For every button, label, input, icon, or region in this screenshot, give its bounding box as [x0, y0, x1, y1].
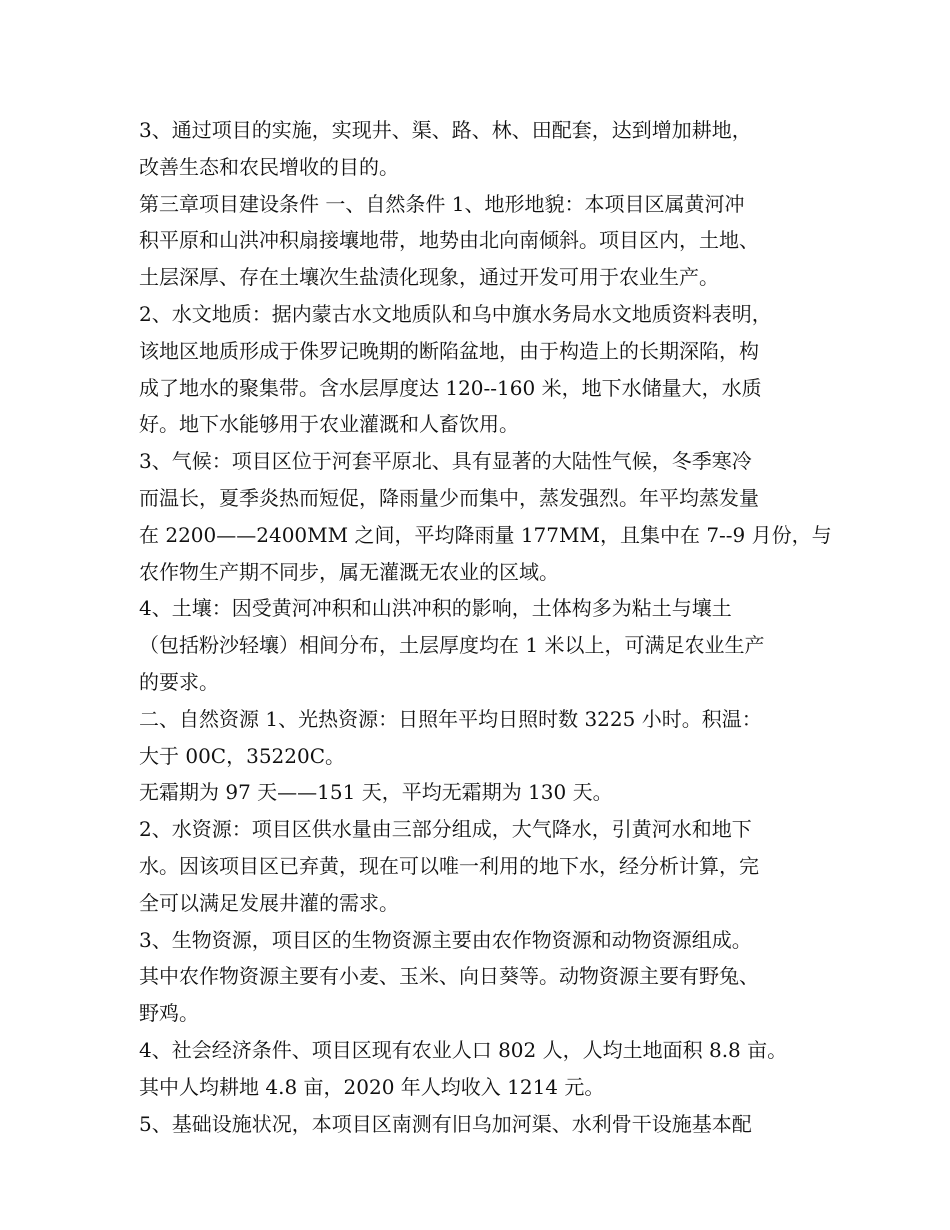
text-line: 其中农作物资源主要有小麦、玉米、向日葵等。动物资源主要有野兔、 [139, 964, 759, 989]
text-line: 2、水文地质：据内蒙古水文地质队和乌中旗水务局水文地质资料表明， [139, 301, 772, 326]
text-line: 积平原和山洪冲积扇接壤地带，地势由北向南倾斜。项目区内，土地、 [139, 228, 759, 253]
text-line: 该地区地质形成于侏罗记晚期的断陷盆地，由于构造上的长期深陷，构 [139, 338, 759, 363]
text-line: 全可以满足发展井灌的需求。 [139, 890, 399, 915]
text-line: 大于 00C，35220C。 [139, 743, 346, 768]
text-line: 好。地下水能够用于农业灌溉和人畜饮用。 [139, 412, 519, 437]
text-line: 土层深厚、存在土壤次生盐渍化现象，通过开发可用于农业生产。 [139, 265, 719, 290]
text-line: 无霜期为 97 天——151 天，平均无霜期为 130 天。 [139, 780, 613, 805]
text-line: 5、基础设施状况，本项目区南测有旧乌加河渠、水利骨干设施基本配 [139, 1111, 752, 1136]
text-line: 其中人均耕地 4.8 亩，2020 年人均收入 1214 元。 [139, 1074, 605, 1099]
text-line: 3、生物资源，项目区的生物资源主要由农作物资源和动物资源组成。 [139, 927, 752, 952]
text-line: 第三章项目建设条件 一、自然条件 1、地形地貌：本项目区属黄河冲 [139, 191, 745, 216]
text-line: 3、通过项目的实施，实现井、渠、路、林、田配套，达到增加耕地， [139, 118, 752, 142]
text-line: 野鸡。 [139, 1001, 199, 1026]
text-line: （包括粉沙轻壤）相间分布，土层厚度均在 1 米以上，可满足农业生产 [139, 633, 765, 658]
document-body [139, 112, 832, 1142]
text-line: 在 2200——2400MM 之间，平均降雨量 177MM，且集中在 7--9 月份，与 [139, 522, 832, 547]
text-line: 改善生态和农民增收的目的。 [139, 154, 399, 179]
text-line: 水。因该项目区已弃黄，现在可以唯一利用的地下水，经分析计算，完 [139, 853, 759, 878]
text-line: 4、土壤：因受黄河冲积和山洪冲积的影响，土体构多为粘土与壤土 [139, 596, 732, 621]
text-line: 的要求。 [139, 669, 219, 694]
text-line: 2、水资源：项目区供水量由三部分组成，大气降水，引黄河水和地下 [139, 817, 752, 842]
text-line: 二、自然资源 1、光热资源：日照年平均日照时数 3225 小时。积温： [139, 706, 762, 731]
text-line: 农作物生产期不同步，属无灌溉无农业的区域。 [139, 559, 559, 584]
text-line: 3、气候：项目区位于河套平原北、具有显著的大陆性气候，冬季寒冷 [139, 449, 752, 474]
text-line: 成了地水的聚集带。含水层厚度达 120--160 米，地下水储量大，水质 [139, 375, 762, 400]
text-line: 4、社会经济条件、项目区现有农业人口 802 人，人均土地面积 8.8 亩。 [139, 1037, 788, 1062]
text-line: 而温长，夏季炎热而短促，降雨量少而集中，蒸发强烈。年平均蒸发量 [139, 485, 759, 510]
